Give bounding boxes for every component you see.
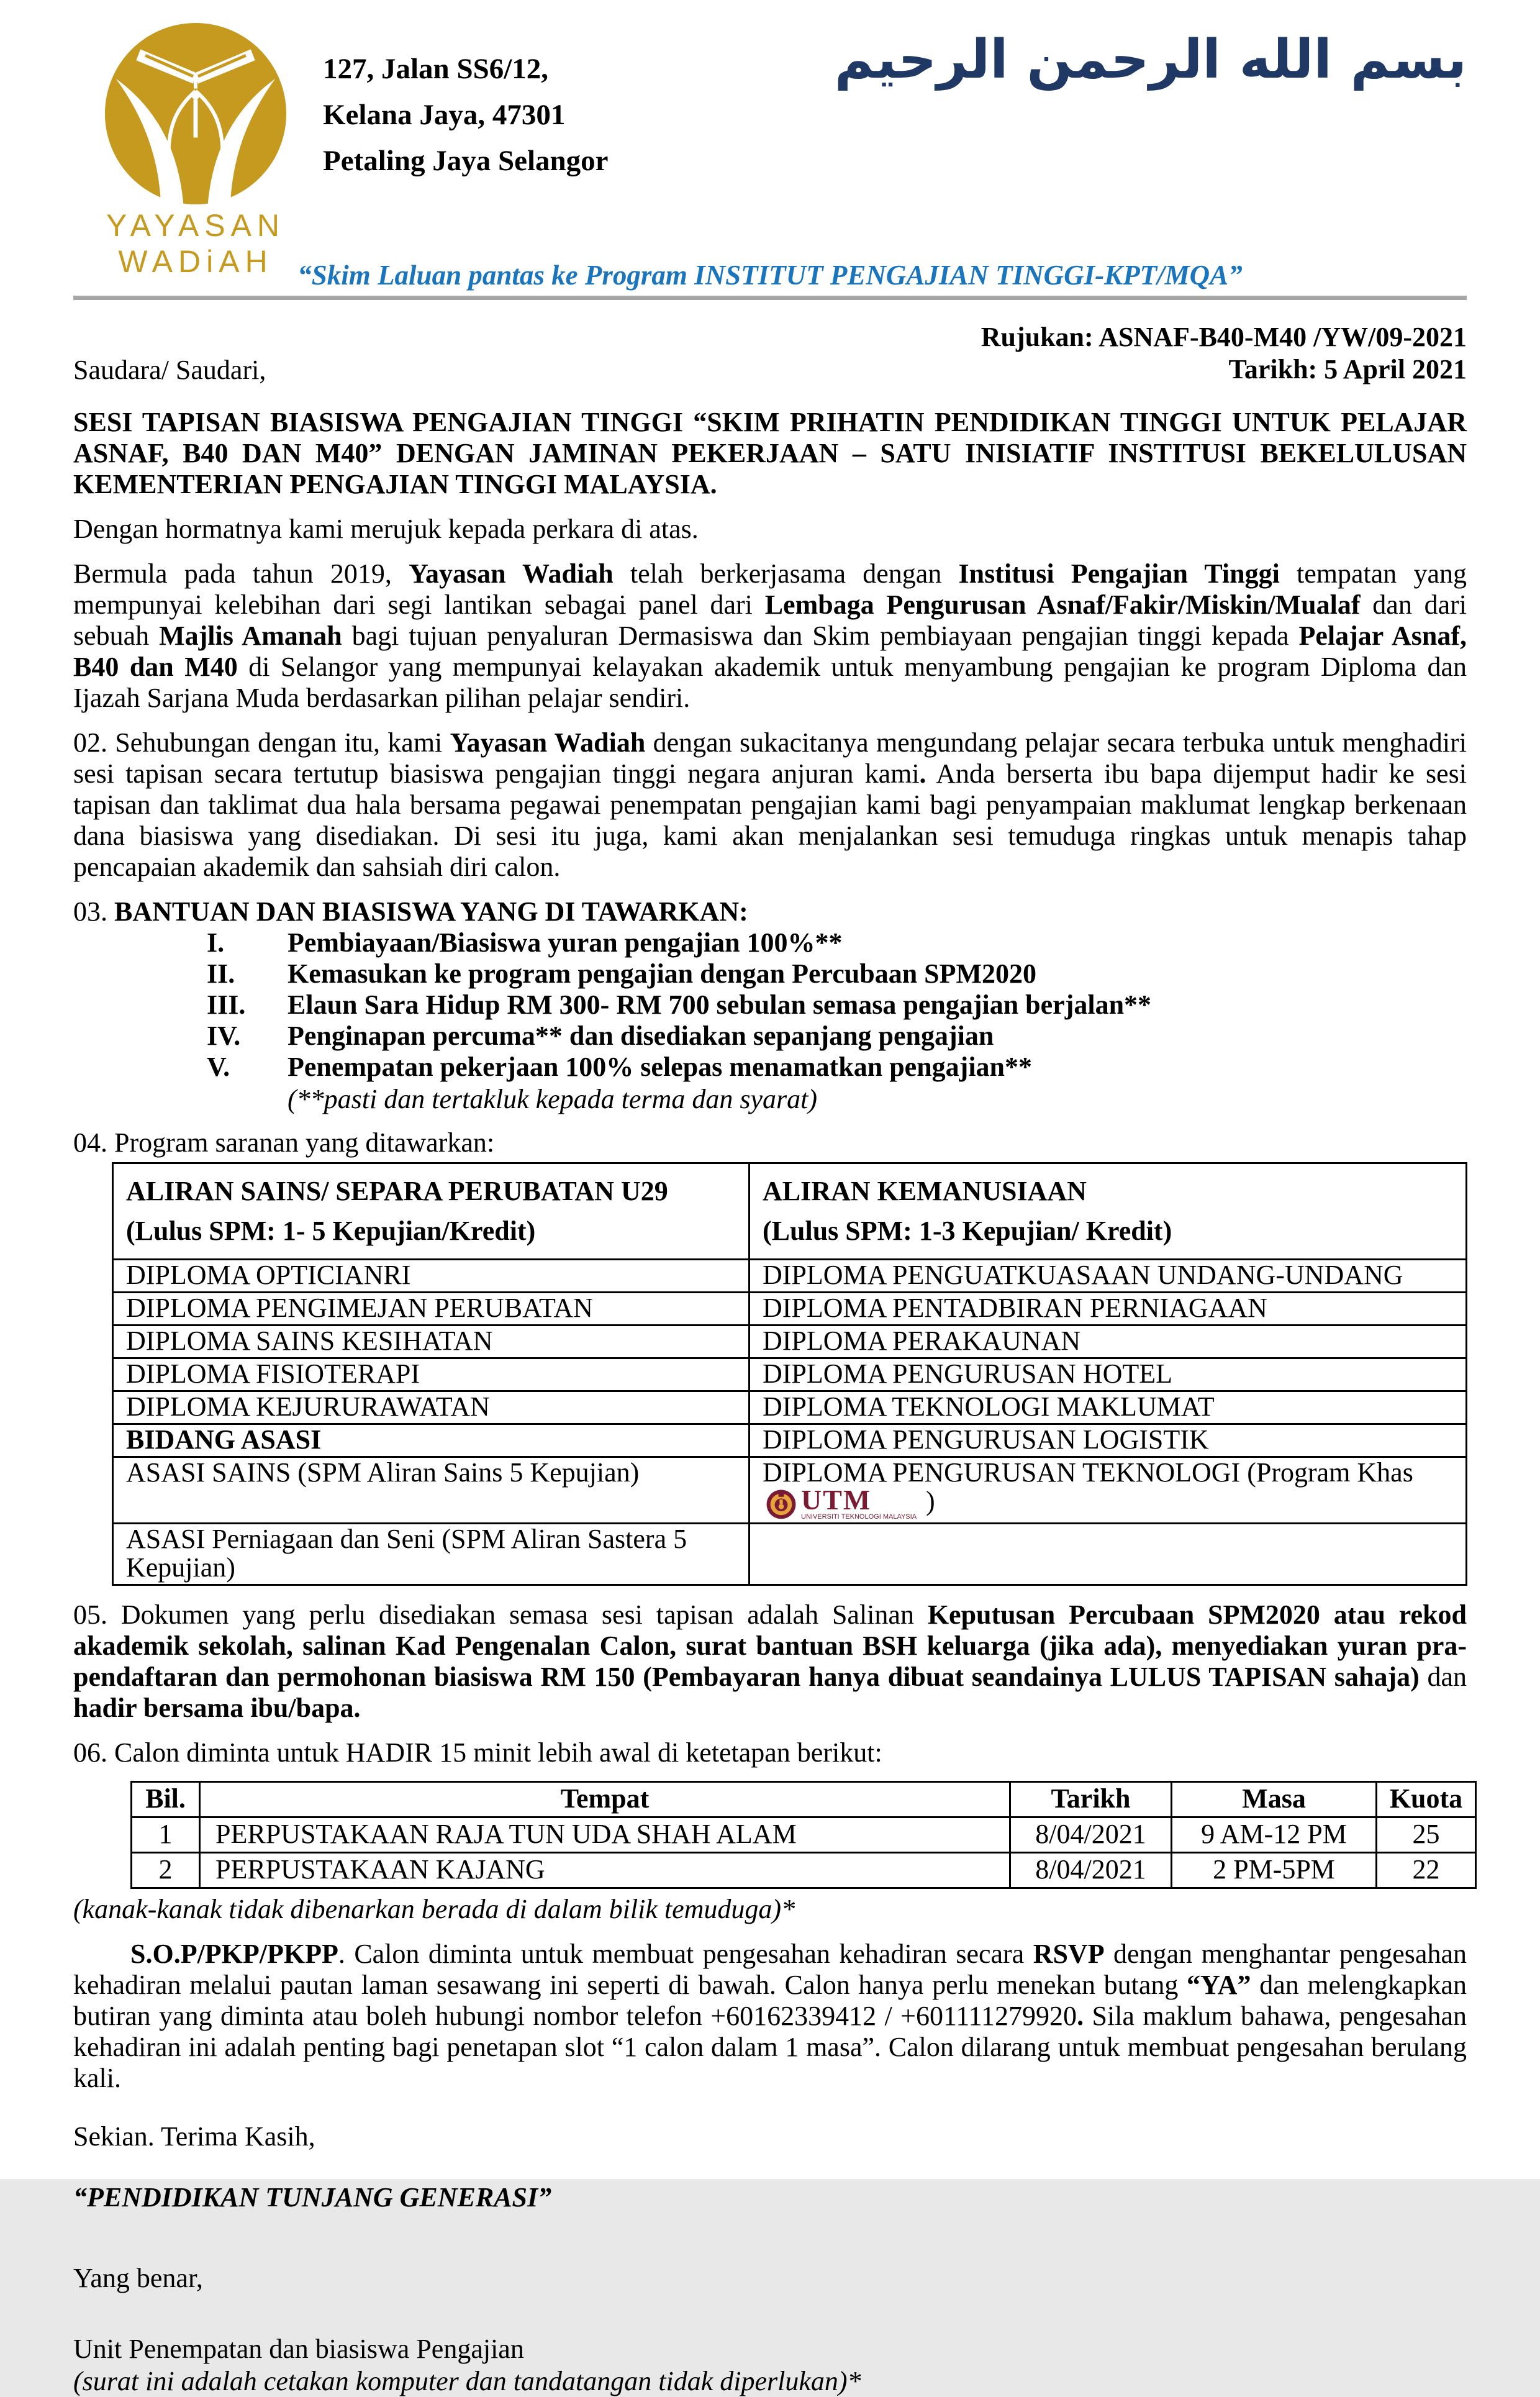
program-cell-bidang-asasi: BIDANG ASASI bbox=[113, 1424, 750, 1457]
schedule-cell-tempat: PERPUSTAKAAN KAJANG bbox=[200, 1853, 1010, 1888]
programs-intro: 04. Program saranan yang ditawarkan: bbox=[73, 1127, 495, 1158]
closing-thanks: Sekian. Terima Kasih, bbox=[73, 2121, 315, 2152]
paragraph-01: Bermula pada tahun 2019, Yayasan Wadiah telah berkerjasama dengan Institusi Pengajian Tinggi tempatan yang mempunyai kelebihan dari segi lantikan sebagai panel dari Lembaga Pengurusan Asnaf/Fakir/Miskin/Mualaf dan dari sebuah Majlis Amanah bagi tujuan penyaluran Dermasiswa dan Skim pembiayaan pengajian tinggi kepada Pelajar Asnaf, B40 dan M40 di Selangor yang mempunyai kelayakan akademik untuk menyambung pengajian ke program Diploma dan Ijazah Sarjana Muda berdasarkan pilihan pelajar sendiri. bbox=[73, 558, 1467, 713]
table-row bbox=[113, 1424, 1467, 1457]
subject-line: SESI TAPISAN BIASISWA PENGAJIAN TINGGI “SKIM PRIHATIN PENDIDIKAN TINGGI UNTUK PELAJAR ASNAF, B40 DAN M40” DENGAN JAMINAN PEKERJAAN – SATU INISIATIF INSTITUSI BEKELULUSAN KEMENTERIAN PENGAJIAN TINGGI MALAYSIA. bbox=[73, 407, 1467, 499]
program-cell: DIPLOMA FISIOTERAPI bbox=[113, 1358, 750, 1391]
offer-item bbox=[207, 958, 1467, 989]
programs-col2-header bbox=[750, 1163, 1467, 1260]
paragraph-05: 05. Dokumen yang perlu disediakan semasa sesi tapisan adalah Salinan Keputusan Percubaan SPM2020 atau rekod akademik sekolah, salinan Kad Pengenalan Calon, surat bantuan BSH keluarga (jika ada), menyediakan yuran pra-pendaftaran dan permohonan biasiswa RM 150 (Pembayaran hanya dibuat seandainya LULUS TAPISAN sahaja) dan hadir bersama ibu/bapa. bbox=[73, 1599, 1467, 1723]
offer-text: Pembiayaan/Biasiswa yuran pengajian 100%** bbox=[288, 927, 843, 958]
paragraph-06: 06. Calon diminta untuk HADIR 15 minit lebih awal di ketetapan berikut: bbox=[73, 1737, 882, 1768]
schedule-header-bil: Bil. bbox=[132, 1782, 200, 1817]
programs-col1-header bbox=[113, 1163, 750, 1260]
closing-disclaimer: (surat ini adalah cetakan komputer dan tandatangan tidak diperlukan)* bbox=[73, 2366, 861, 2396]
table-row bbox=[113, 1293, 1467, 1326]
table-row bbox=[132, 1853, 1476, 1888]
schedule-cell-bil: 2 bbox=[132, 1853, 200, 1888]
closing-motto: “PENDIDIKAN TUNJANG GENERASI” bbox=[73, 2182, 552, 2213]
yayasan-wadiah-logo bbox=[87, 22, 304, 278]
program-cell: ASASI SAINS (SPM Aliran Sains 5 Kepujian) bbox=[113, 1457, 750, 1524]
offer-number: II. bbox=[207, 958, 235, 989]
utm-emblem-icon bbox=[765, 1488, 797, 1520]
programs-col2-sub: (Lulus SPM: 1-3 Kepujian/ Kredit) bbox=[763, 1216, 1172, 1246]
schedule-header-kuota: Kuota bbox=[1377, 1782, 1476, 1817]
offer-text: Penempatan pekerjaan 100% selepas menamatkan pengajian** bbox=[288, 1052, 1033, 1082]
program-cell: ASASI Perniagaan dan Seni (SPM Aliran Sastera 5 Kepujian) bbox=[113, 1524, 750, 1585]
program-text-before-logo: DIPLOMA PENGURUSAN TEKNOLOGI (Program Khas bbox=[763, 1457, 1413, 1488]
schedule-header-masa: Masa bbox=[1172, 1782, 1377, 1817]
program-cell-with-utm-logo bbox=[750, 1457, 1467, 1524]
offer-number: IV. bbox=[207, 1021, 241, 1051]
intro-paragraph: Dengan hormatnya kami merujuk kepada perkara di atas. bbox=[73, 514, 699, 544]
utm-wordmark bbox=[801, 1484, 917, 1521]
schedule-cell-masa: 2 PM-5PM bbox=[1172, 1853, 1377, 1888]
table-row bbox=[113, 1260, 1467, 1293]
program-cell: DIPLOMA KEJURURAWATAN bbox=[113, 1391, 750, 1424]
utm-caption: UNIVERSITI TEKNOLOGI MALAYSIA bbox=[801, 1513, 917, 1521]
programs-col1-sub: (Lulus SPM: 1- 5 Kepujian/Kredit) bbox=[126, 1216, 536, 1246]
schedule-note: (kanak-kanak tidak dibenarkan berada di dalam bilik temuduga)* bbox=[73, 1894, 795, 1924]
offer-text: Kemasukan ke program pengajian dengan Percubaan SPM2020 bbox=[288, 958, 1037, 989]
program-text-after-logo: ) bbox=[926, 1486, 935, 1517]
closing-unit: Unit Penempatan dan biasiswa Pengajian bbox=[73, 2334, 524, 2364]
offer-item bbox=[207, 1021, 1467, 1052]
letter-date: Tarikh: 5 April 2021 bbox=[1228, 354, 1467, 384]
offer-item bbox=[207, 927, 1467, 958]
program-cell: DIPLOMA PENTADBIRAN PERNIAGAAN bbox=[750, 1293, 1467, 1326]
yayasan-wadiah-logo-icon bbox=[102, 22, 289, 206]
schedule-cell-kuota: 25 bbox=[1377, 1817, 1476, 1853]
address-line: 127, Jalan SS6/12, bbox=[323, 53, 549, 85]
offers-heading: 03. BANTUAN DAN BIASISWA YANG DI TAWARKAN: bbox=[73, 896, 748, 927]
org-name-line2: WADiAH bbox=[118, 244, 273, 279]
utm-logo bbox=[765, 1484, 917, 1521]
schedule-header-tempat: Tempat bbox=[200, 1782, 1010, 1817]
bismillah-calligraphy: بسم الله الرحمن الرحيم bbox=[834, 29, 1467, 91]
schedule-cell-bil: 1 bbox=[132, 1817, 200, 1853]
programs-table bbox=[112, 1162, 1467, 1586]
program-cell: DIPLOMA PENGURUSAN HOTEL bbox=[750, 1358, 1467, 1391]
program-cell: DIPLOMA SAINS KESIHATAN bbox=[113, 1326, 750, 1358]
schedule-table bbox=[130, 1781, 1477, 1889]
program-cell: DIPLOMA OPTICIANRI bbox=[113, 1260, 750, 1293]
schedule-cell-tarikh: 8/04/2021 bbox=[1010, 1817, 1172, 1853]
table-row bbox=[113, 1391, 1467, 1424]
offers-note: (**pasti dan tertakluk kepada terma dan syarat) bbox=[288, 1084, 817, 1114]
reference-block bbox=[981, 321, 1467, 386]
closing-signoff: Yang benar, bbox=[73, 2263, 203, 2293]
schedule-cell-tarikh: 8/04/2021 bbox=[1010, 1853, 1172, 1888]
offer-text: Elaun Sara Hidup RM 300- RM 700 sebulan semasa pengajian berjalan** bbox=[288, 989, 1152, 1020]
org-name-line1: YAYASAN bbox=[106, 208, 286, 243]
letterhead-tagline: “Skim Laluan pantas ke Program INSTITUT PENGAJIAN TINGGI-KPT/MQA” bbox=[297, 260, 1243, 291]
program-cell: DIPLOMA PENGIMEJAN PERUBATAN bbox=[113, 1293, 750, 1326]
reference-number: Rujukan: ASNAF-B40-M40 /YW/09-2021 bbox=[981, 322, 1467, 352]
table-row bbox=[113, 1358, 1467, 1391]
program-cell: DIPLOMA TEKNOLOGI MAKLUMAT bbox=[750, 1391, 1467, 1424]
offer-number: I. bbox=[207, 927, 225, 958]
offer-number: V. bbox=[207, 1052, 230, 1082]
schedule-header-tarikh: Tarikh bbox=[1010, 1782, 1172, 1817]
programs-col1-title: ALIRAN SAINS/ SEPARA PERUBATAN U29 bbox=[126, 1176, 668, 1206]
schedule-cell-masa: 9 AM-12 PM bbox=[1172, 1817, 1377, 1853]
address-line: Kelana Jaya, 47301 bbox=[323, 99, 566, 131]
offer-number: III. bbox=[207, 989, 246, 1020]
program-cell: DIPLOMA PENGUATKUASAAN UNDANG-UNDANG bbox=[750, 1260, 1467, 1293]
salutation: Saudara/ Saudari, bbox=[73, 355, 266, 385]
table-row bbox=[113, 1457, 1467, 1524]
paragraph-02: 02. Sehubungan dengan itu, kami Yayasan Wadiah dengan sukacitanya mengundang pelajar secara terbuka untuk menghadiri sesi tapisan secara tertutup biasiswa pengajian tinggi negara anjuran kami. Anda berserta ibu bapa dijemput hadir ke sesi tapisan dan taklimat dua hala bersama pegawai penempatan pengajian kami bagi penyampaian maklumat lengkap berkenaan dana biasiswa yang disediakan. Di sesi itu juga, kami akan menjalankan sesi temuduga ringkas untuk menapis tahap pencapaian akademik dan sahsiah diri calon. bbox=[73, 727, 1467, 882]
program-cell: DIPLOMA PENGURUSAN LOGISTIK bbox=[750, 1424, 1467, 1457]
program-cell: DIPLOMA PERAKAUNAN bbox=[750, 1326, 1467, 1358]
offer-text: Penginapan percuma** dan disediakan sepanjang pengajian bbox=[288, 1021, 994, 1051]
letterhead bbox=[73, 22, 1467, 300]
offer-item bbox=[207, 1052, 1467, 1083]
sop-paragraph: S.O.P/PKP/PKPP. Calon diminta untuk membuat pengesahan kehadiran secara RSVP dengan menghantar pengesahan kehadiran melalui pautan laman sesawang ini seperti di bawah. Calon hanya perlu menekan butang “YA” dan melengkapkan butiran yang diminta atau boleh hubungi nombor telefon +60162339412 / +601111279920. Sila maklum bahawa, pengesahan kehadiran ini adalah penting bagi penetapan slot “1 calon dalam 1 masa”. Calon dilarang untuk membuat pengesahan berulang kali. bbox=[73, 1939, 1467, 2093]
offer-item bbox=[207, 989, 1467, 1021]
utm-abbr: UTM bbox=[801, 1484, 872, 1516]
programs-table-header bbox=[113, 1163, 1467, 1260]
programs-col2-title: ALIRAN KEMANUSIAAN bbox=[763, 1176, 1087, 1206]
schedule-cell-tempat: PERPUSTAKAAN RAJA TUN UDA SHAH ALAM bbox=[200, 1817, 1010, 1853]
table-row bbox=[113, 1524, 1467, 1585]
letter-meta bbox=[73, 321, 1467, 386]
schedule-cell-kuota: 22 bbox=[1377, 1853, 1476, 1888]
program-cell-empty bbox=[750, 1524, 1467, 1585]
address-line: Petaling Jaya Selangor bbox=[323, 145, 609, 177]
schedule-table-header bbox=[132, 1782, 1476, 1817]
table-row bbox=[132, 1817, 1476, 1853]
table-row bbox=[113, 1326, 1467, 1358]
